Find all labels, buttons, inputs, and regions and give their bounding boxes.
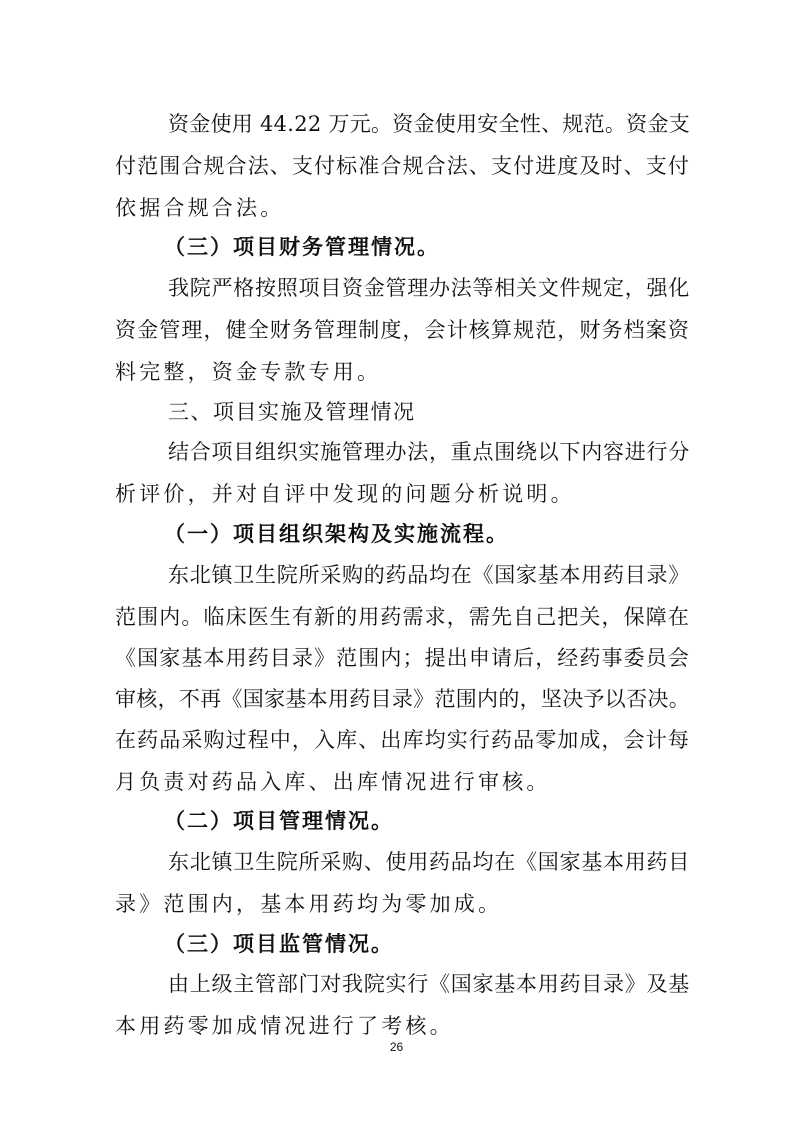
paragraph-line: 资金使用 44.22 万元。资金使用安全性、规范。资金支 xyxy=(168,112,690,136)
paragraph-line: 料完整，资金专款专用。 xyxy=(115,360,382,384)
section-heading: （二）项目管理情况。 xyxy=(164,809,394,833)
paragraph-line: 结合项目组织实施管理办法，重点围绕以下内容进行分 xyxy=(168,440,690,464)
chapter-heading: 三、项目实施及管理情况 xyxy=(168,400,416,424)
paragraph-line: 东北镇卫生院所采购、使用药品均在《国家基本用药目 xyxy=(168,850,690,874)
section-heading: （三）项目财务管理情况。 xyxy=(164,235,440,259)
page-number: 26 xyxy=(389,1040,404,1054)
paragraph-line: 在药品采购过程中，入库、出库均实行药品零加成，会计每 xyxy=(115,728,690,752)
paragraph-line: 依据合规合法。 xyxy=(115,196,285,220)
paragraph-line: 范围内。临床医生有新的用药需求，需先自己把关，保障在 xyxy=(115,605,690,629)
paragraph-line: 我院严格按照项目资金管理办法等相关文件规定，强化 xyxy=(168,276,690,300)
paragraph-line: 审核，不再《国家基本用药目录》范围内的，坚决予以否决。 xyxy=(115,687,690,711)
paragraph-line: 付范围合规合法、支付标准合规合法、支付进度及时、支付 xyxy=(115,154,690,178)
paragraph-line: 本用药零加成情况进行了考核。 xyxy=(115,1014,454,1038)
paragraph-line: 《国家基本用药目录》范围内；提出申请后，经药事委员会 xyxy=(115,646,690,670)
paragraph-line: 由上级主管部门对我院实行《国家基本用药目录》及基 xyxy=(168,972,690,996)
paragraph-line: 析评价，并对自评中发现的问题分析说明。 xyxy=(115,482,575,506)
section-heading: （三）项目监管情况。 xyxy=(164,932,394,956)
paragraph-line: 资金管理，健全财务管理制度，会计核算规范，财务档案资 xyxy=(115,318,690,342)
paragraph-line: 月负责对药品入库、出库情况进行审核。 xyxy=(115,770,551,794)
paragraph-line: 录》范围内，基本用药均为零加成。 xyxy=(115,892,503,916)
paragraph-line: 东北镇卫生院所采购的药品均在《国家基本用药目录》 xyxy=(168,563,690,587)
section-heading: （一）项目组织架构及实施流程。 xyxy=(164,522,509,546)
